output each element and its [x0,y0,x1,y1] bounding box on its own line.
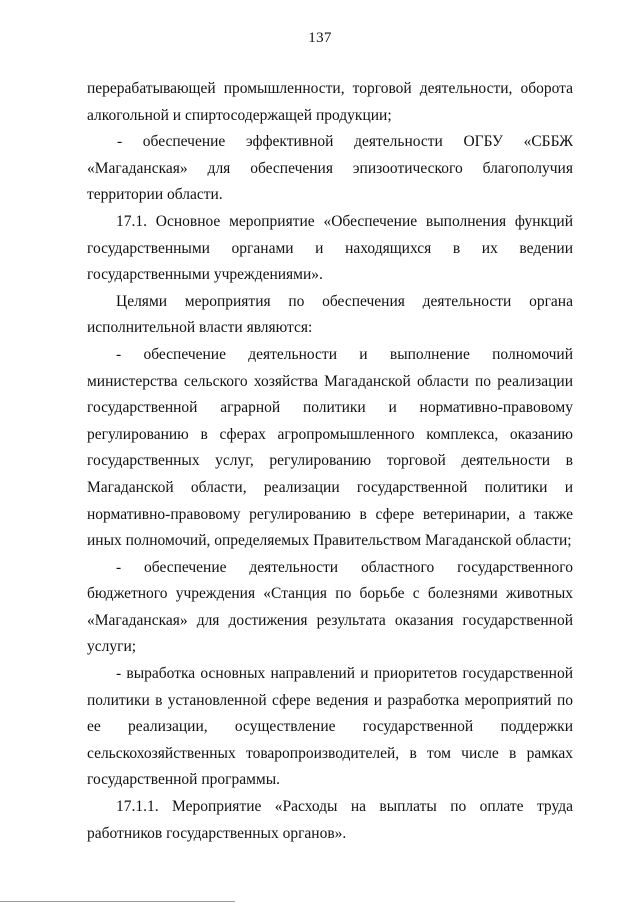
page-number: 137 [308,30,332,46]
paragraph-activity-17-1-1: 17.1.1. Мероприятие «Расходы на выплаты по оплате труда работников государственных органов». [87,798,573,842]
document-body [87,76,573,847]
paragraph-main-activity-17-1: 17.1. Основное мероприятие «Обеспечение выполнения функций государственными органами и находящихся в их ведении государственными учреждениями». [87,212,573,284]
paragraph-goal-policy: - выработка основных направлений и приоритетов государственной политики в установленной сфере ведения и разработка мероприятий по ее реализации, осуществление государственной поддержки сельскохозяйственных товаропроизводителей, в том числе в рамках государственной программы. [87,665,573,789]
paragraph-goals-intro: Целями мероприятия по обеспечения деятельности органа исполнительной власти являются: [87,292,573,337]
footer-divider [0,901,235,902]
paragraph-continuation: перерабатывающей промышленности, торговой деятельности, оборота алкогольной и спиртосодержащей продукции; [87,80,573,124]
paragraph-goal-ministry: - обеспечение деятельности и выполнение полномочий министерства сельского хозяйства Магаданской области по реализации государственной аграрной политики и нормативно-правовому регулированию в сферах агропромышленного комплекса, оказанию государственных услуг, регулированию торговой деятельности в Магаданской области, реализации государственной политики и нормативно-правовому регулированию в сфере ветеринарии, а также иных полномочий, определяемых Правительством Магаданской области; [87,345,573,550]
paragraph-goal-station: - обеспечение деятельности областного государственного бюджетного учреждения «Станция по борьбе с болезнями животных «Магаданская» для достижения результата оказания государственной услуги; [87,558,573,656]
paragraph-ogbu-support: - обеспечение эффективной деятельности ОГБУ «СББЖ «Магаданская» для обеспечения эпизоотического благополучия территории области. [87,133,573,204]
